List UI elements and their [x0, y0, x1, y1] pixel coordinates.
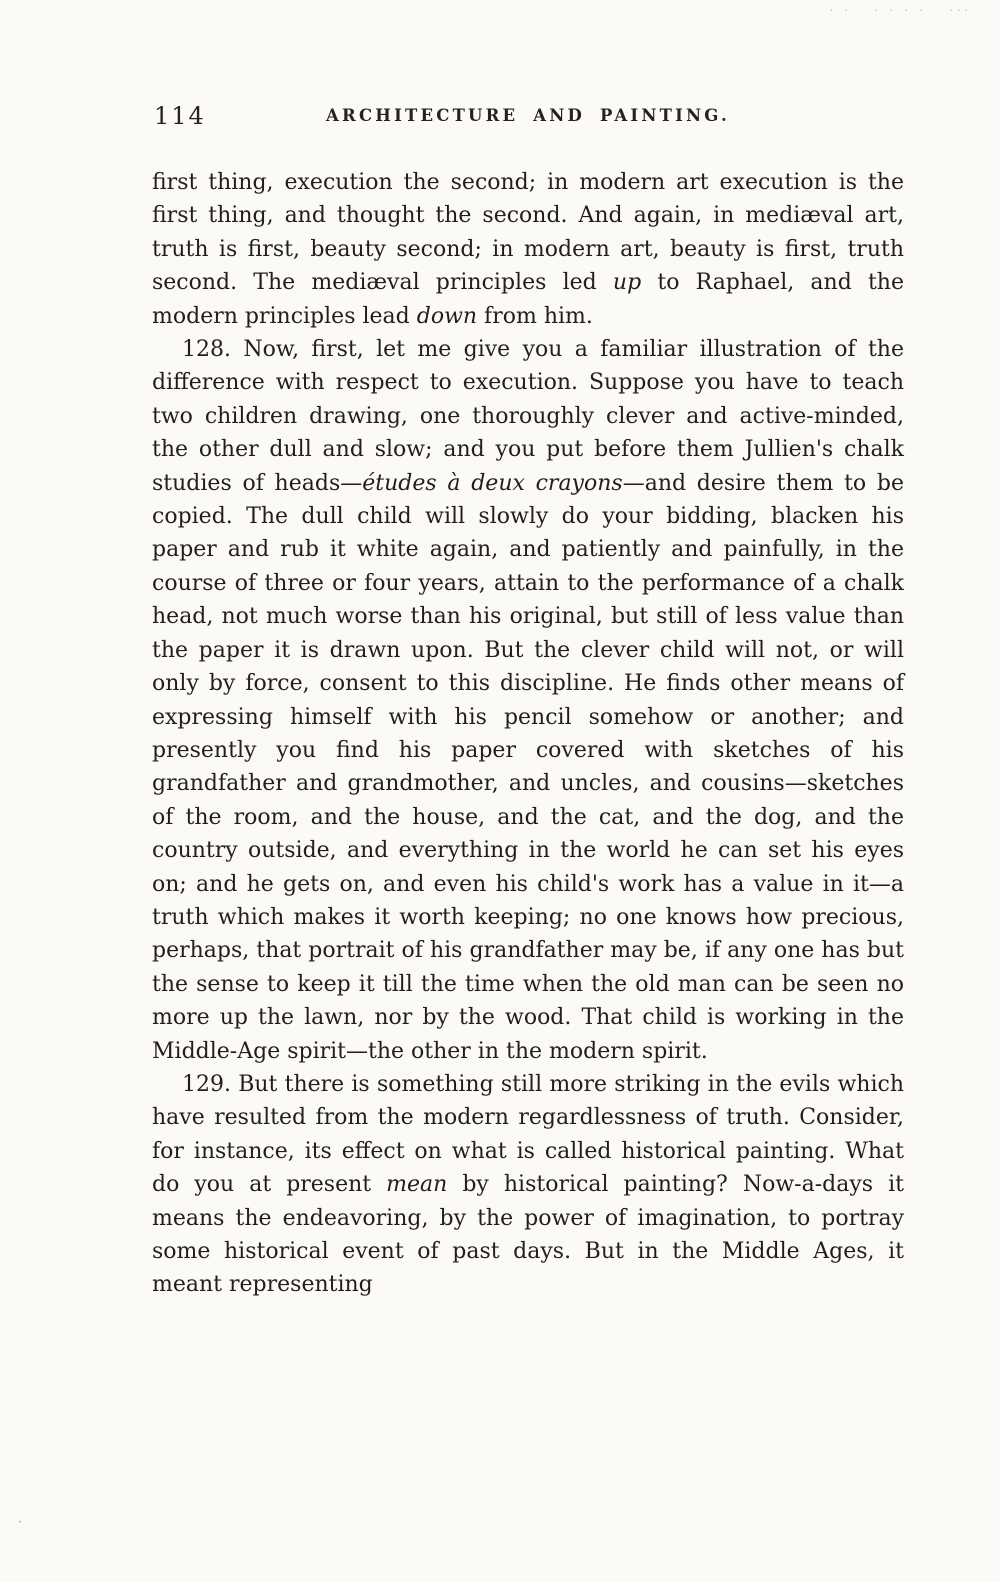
text-run: by historical painting? Now-a-days it means the endeavoring, by the power of imagination, to portray some historical event of past days. But in the Middle Ages, it meant representing	[152, 1172, 904, 1298]
text-run: to Raphael, and the modern principles lead	[152, 270, 904, 329]
paragraph	[152, 333, 904, 1068]
italic-run: down	[416, 303, 478, 329]
text-run: 128. Now, first, let me give you a familiar illustration of the difference with respect to execution. Suppose you have to teach two children drawing, one thoroughly clever and active-minded, the other dull and slow; and you put before them Jullien's chalk studies of heads—	[152, 337, 904, 496]
paragraph	[152, 1068, 904, 1302]
scan-artifact-top-right: · · · · · · ···	[829, 4, 972, 17]
italic-run: mean	[386, 1172, 448, 1198]
text-run: —and desire them to be copied. The dull child will slowly do your bidding, blacken his paper and rub it white again, and patiently and painfully, in the course of three or four years, attain to the performance of a chalk head, not much worse than his original, but still of less value than the paper it is drawn upon. But the clever child will not, or will only by force, consent to this discipline. He finds other means of expressing himself with his pencil somehow or another; and presently you find his paper covered with sketches of his grandfather and grandmother, and uncles, and cousins—sketches of the room, and the house, and the cat, and the dog, and the country outside, and everything in the world he can set his eyes on; and he gets on, and even his child's work has a value in it—a truth which makes it worth keeping; no one knows how precious, perhaps, that portrait of his grandfather may be, if any one has but the sense to keep it till the time when the old man can be seen no more up the lawn, nor by the wood. That child is working in the Middle-Age spirit—the other in the modern spirit.	[152, 470, 904, 1064]
italic-run: études à deux crayons	[362, 470, 623, 496]
page-text	[152, 166, 904, 1302]
text-run: from him.	[477, 303, 593, 329]
text-run: 129. But there is something still more striking in the evils which have resulted from the modern regardlessness of truth. Consider, for instance, its effect on what is called historical painting. What do you at present	[152, 1071, 904, 1198]
scan-artifact-bottom-left: ·	[18, 1515, 27, 1530]
italic-run: up	[612, 270, 642, 296]
page-header	[152, 102, 904, 134]
running-header: ARCHITECTURE AND PAINTING.	[326, 106, 730, 125]
page-number: 114	[154, 102, 206, 130]
paragraph	[152, 166, 904, 333]
text-run: first thing, execution the second; in modern art execution is the first thing, and thought the second. And again, in mediæval art, truth is first, beauty second; in modern art, beauty is first, truth second. The mediæval principles led	[152, 170, 904, 296]
